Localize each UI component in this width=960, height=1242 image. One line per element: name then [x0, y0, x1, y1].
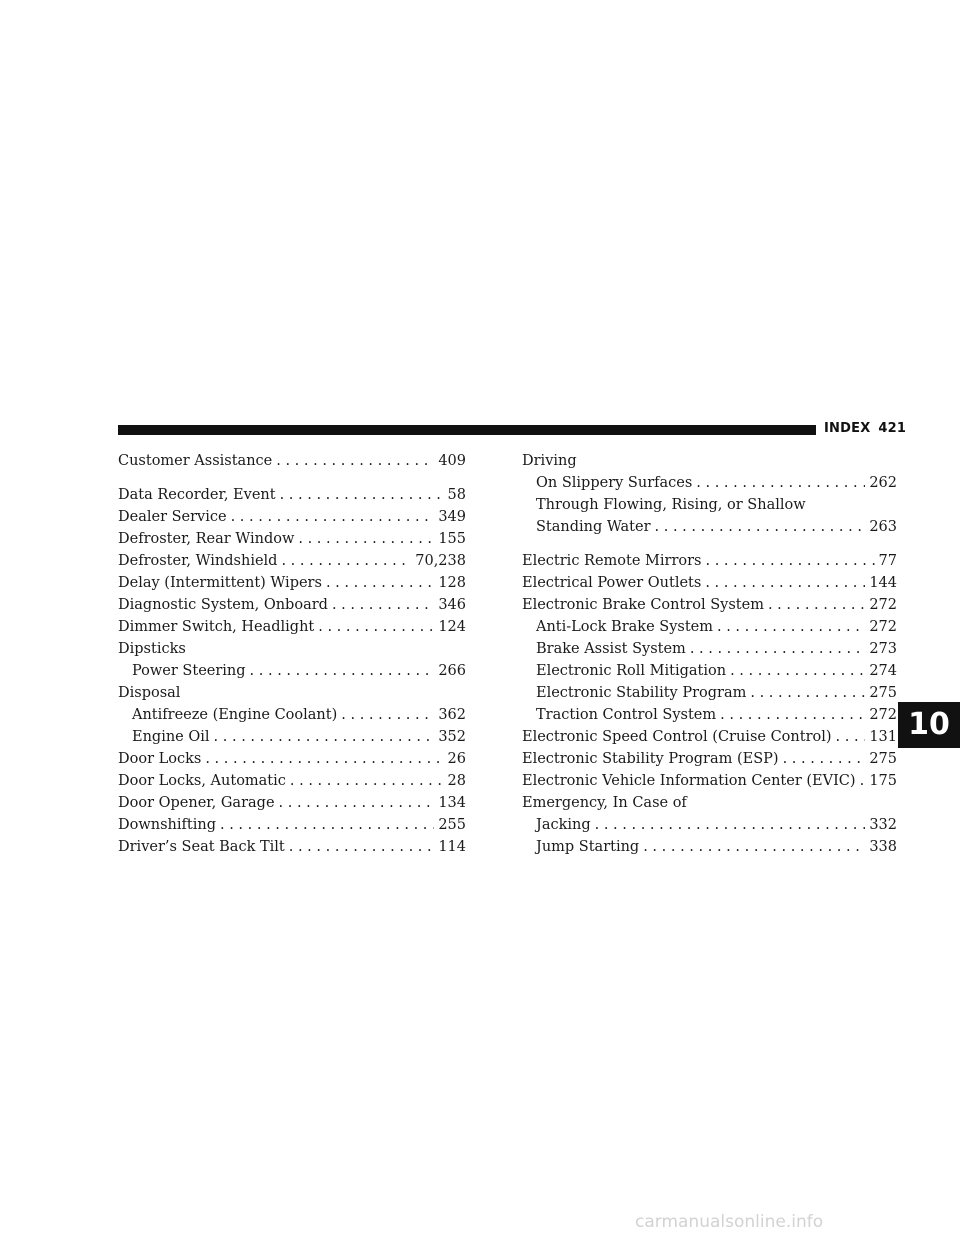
entry-label: Antifreeze (Engine Coolant) [132, 707, 338, 723]
header-rule [118, 425, 816, 435]
entry-label: Dealer Service [118, 509, 227, 525]
entry-label: Electronic Vehicle Information Center (EVIC) [522, 773, 856, 789]
index-entry [118, 770, 466, 792]
dot-leader [281, 550, 411, 572]
entry-label: Traction Control System [536, 707, 717, 723]
entry-label: Customer Assistance [118, 453, 273, 469]
dot-leader [690, 638, 866, 660]
index-entry [118, 814, 466, 836]
index-entry [522, 748, 897, 770]
index-entry [522, 594, 897, 616]
dot-leader [696, 472, 865, 494]
dot-leader [220, 814, 434, 836]
entry-page-number: 77 [878, 553, 897, 569]
dot-leader [705, 572, 865, 594]
entry-page-number: 131 [869, 729, 897, 745]
entry-label: Data Recorder, Event [118, 487, 276, 503]
index-entry [522, 726, 897, 748]
dot-leader [706, 550, 875, 572]
entry-label: Electronic Roll Mitigation [536, 663, 727, 679]
dot-leader [720, 704, 865, 726]
dot-leader [341, 704, 434, 726]
dot-leader [289, 836, 435, 858]
index-entry [118, 836, 466, 858]
dot-leader [750, 682, 865, 704]
entry-page-number: 275 [869, 751, 897, 767]
index-entry [522, 550, 897, 572]
dot-leader [298, 528, 434, 550]
dot-leader [205, 748, 443, 770]
index-entry [118, 792, 466, 814]
index-entry [118, 638, 466, 660]
entry-page-number: 128 [438, 575, 466, 591]
index-entry [118, 572, 466, 594]
entry-label: Diagnostic System, Onboard [118, 597, 328, 613]
entry-label: Delay (Intermittent) Wipers [118, 575, 322, 591]
dot-leader [768, 594, 865, 616]
watermark: carmanualsonline.info [635, 1212, 824, 1232]
entry-page-number: 266 [438, 663, 466, 679]
entry-page-number: 272 [869, 597, 897, 613]
entry-page-number: 124 [438, 619, 466, 635]
entry-page-number: 114 [438, 839, 466, 855]
entry-page-number: 274 [869, 663, 897, 679]
entry-label: Engine Oil [132, 729, 210, 745]
index-entry [522, 770, 897, 792]
entry-label: Disposal [118, 685, 181, 701]
index-entry [118, 528, 466, 550]
index-subentry [118, 726, 466, 748]
dot-leader [836, 726, 866, 748]
entry-gap [522, 538, 897, 550]
entry-page-number: 134 [438, 795, 466, 811]
entry-label: Through Flowing, Rising, or Shallow [536, 497, 806, 513]
entry-page-number: 272 [869, 707, 897, 723]
dot-leader [279, 792, 435, 814]
entry-gap [118, 472, 466, 484]
index-subentry [522, 472, 897, 494]
entry-page-number: 262 [869, 475, 897, 491]
entry-page-number: 332 [869, 817, 897, 833]
entry-page-number: 409 [438, 453, 466, 469]
index-subentry [522, 494, 897, 516]
entry-label: Defroster, Windshield [118, 553, 278, 569]
dot-leader [318, 616, 434, 638]
dot-leader [290, 770, 444, 792]
chapter-tab: 10 [898, 702, 960, 748]
entry-page-number: 272 [869, 619, 897, 635]
dot-leader [595, 814, 866, 836]
dot-leader [643, 836, 865, 858]
entry-page-number: 175 [869, 773, 897, 789]
entry-label: Electronic Stability Program (ESP) [522, 751, 779, 767]
index-subentry [522, 638, 897, 660]
index-subentry [522, 682, 897, 704]
entry-page-number: 275 [869, 685, 897, 701]
dot-leader [655, 516, 866, 538]
entry-label: Standing Water [536, 519, 651, 535]
index-subentry [522, 516, 897, 538]
entry-label: Door Locks [118, 751, 202, 767]
entry-page-number: 273 [869, 641, 897, 657]
entry-page-number: 349 [438, 509, 466, 525]
entry-page-number: 58 [447, 487, 466, 503]
entry-page-number: 263 [869, 519, 897, 535]
index-entry [118, 550, 466, 572]
dot-leader [326, 572, 434, 594]
entry-label: Door Locks, Automatic [118, 773, 286, 789]
entry-label: Power Steering [132, 663, 246, 679]
index-entry [118, 748, 466, 770]
entry-page-number: 155 [438, 531, 466, 547]
index-entry [118, 594, 466, 616]
entry-label: Anti-Lock Brake System [536, 619, 713, 635]
entry-label: Driving [522, 453, 577, 469]
entry-page-number: 144 [869, 575, 897, 591]
entry-page-number: 362 [438, 707, 466, 723]
index-column-right [522, 450, 897, 858]
index-column-left [118, 450, 466, 858]
index-entry [118, 682, 466, 704]
index-entry [522, 572, 897, 594]
dot-leader [231, 506, 435, 528]
index-subentry [522, 836, 897, 858]
dot-leader [860, 770, 866, 792]
dot-leader [783, 748, 866, 770]
entry-page-number: 28 [447, 773, 466, 789]
entry-label: Electronic Speed Control (Cruise Control) [522, 729, 832, 745]
dot-leader [214, 726, 435, 748]
index-subentry [522, 704, 897, 726]
entry-page-number: 352 [438, 729, 466, 745]
entry-page-number: 255 [438, 817, 466, 833]
entry-label: Electronic Brake Control System [522, 597, 764, 613]
entry-label: Jacking [536, 817, 591, 833]
index-entry [522, 792, 897, 814]
dot-leader [276, 450, 434, 472]
index-subentry [522, 660, 897, 682]
index-entry [118, 484, 466, 506]
entry-label: Downshifting [118, 817, 216, 833]
dot-leader [332, 594, 434, 616]
entry-page-number: 346 [438, 597, 466, 613]
entry-label: Electrical Power Outlets [522, 575, 702, 591]
section-title: INDEX [824, 421, 871, 436]
entry-label: Dimmer Switch, Headlight [118, 619, 315, 635]
entry-label: Emergency, In Case of [522, 795, 687, 811]
entry-label: Brake Assist System [536, 641, 686, 657]
entry-label: Driver’s Seat Back Tilt [118, 839, 285, 855]
index-subentry [118, 660, 466, 682]
index-entry [118, 616, 466, 638]
entry-label: Electric Remote Mirrors [522, 553, 702, 569]
index-subentry [118, 704, 466, 726]
dot-leader [280, 484, 444, 506]
entry-label: Jump Starting [536, 839, 640, 855]
running-header [824, 421, 906, 436]
entry-page-number: 26 [447, 751, 466, 767]
dot-leader [730, 660, 865, 682]
entry-page-number: 338 [869, 839, 897, 855]
entry-label: Defroster, Rear Window [118, 531, 295, 547]
index-subentry [522, 616, 897, 638]
page-number: 421 [878, 421, 907, 436]
dot-leader [717, 616, 865, 638]
dot-leader [250, 660, 435, 682]
index-entry [118, 506, 466, 528]
entry-label: Electronic Stability Program [536, 685, 747, 701]
index-entry [118, 450, 466, 472]
index-entry [522, 450, 897, 472]
index-subentry [522, 814, 897, 836]
entry-label: Dipsticks [118, 641, 186, 657]
entry-label: Door Opener, Garage [118, 795, 275, 811]
entry-page-number: 70,238 [415, 553, 466, 569]
entry-label: On Slippery Surfaces [536, 475, 693, 491]
